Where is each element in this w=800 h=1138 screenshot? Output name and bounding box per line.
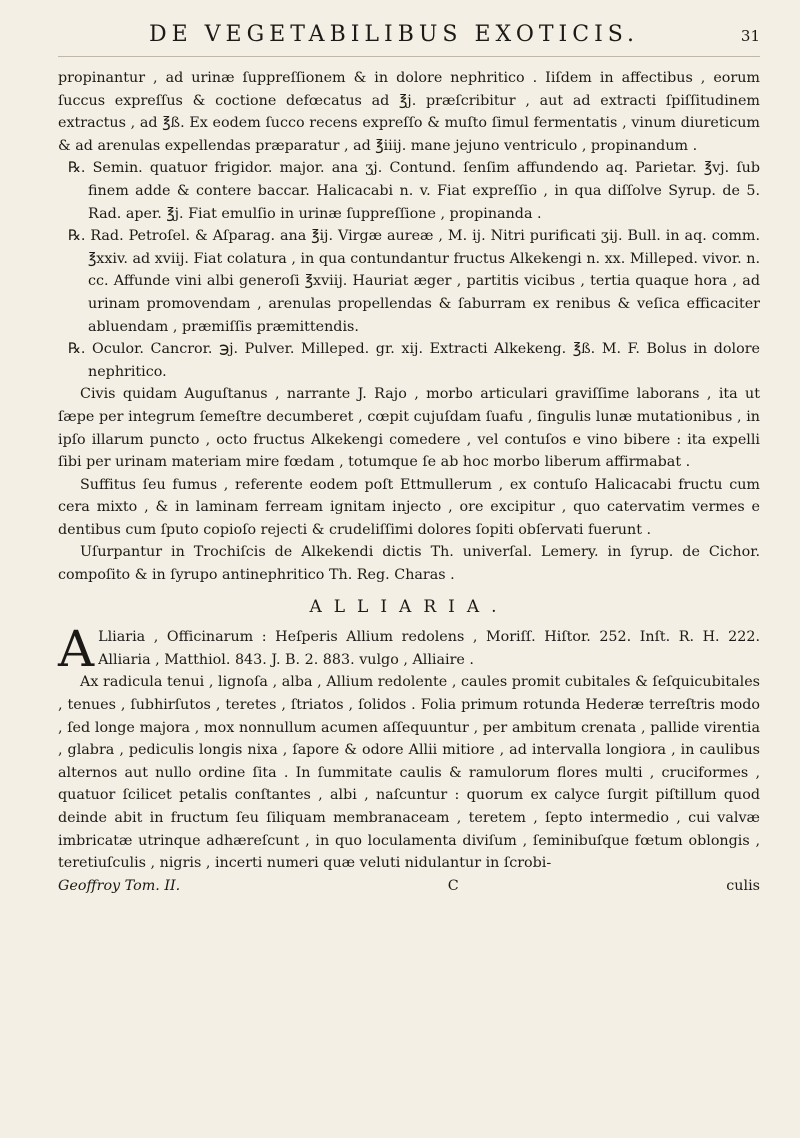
paragraph: Civis quidam Auguſtanus , narrante J. Rajo , morbo articulari graviſſime laborans , ita ut ſæpe per integrum ſemeſtre decumberet , cœpit cujuſdam ſuafu , ſingulis lunæ mutationibus , in ipſo illarum puncto , octo fructus Alkekengi comedere , vel contuſos e vino bibere : ita expelli ſibi per urinam materiam mire fœdam , totumque ſe ab hoc morbo liberum affirmabat . (58, 386, 760, 471)
signature: Geoffroy Tom. II. (58, 877, 181, 894)
paragraph: Suffitus ſeu fumus , referente eodem poſt Ettmullerum , ex contuſo Halicacabi fructu cum cera mixto , & in laminam ferream ignitam injecto , ore excipitur , quo catervatim vermes e dentibus cum ſputo copioſo rejecti & crudeliſſimi dolores ſopiti obſervati fuerunt . (58, 476, 760, 538)
section-intro-text: Lliaria , Officinarum : Heſperis Allium redolens , Moriſſ. Hiſtor. 252. Inſt. R. H. 222. Alliaria , Matthiol. 843. J. B. 2. 883. vulgo , Alliaire . (98, 629, 760, 668)
paragraph: Uſurpantur in Trochiſcis de Alkekendi dictis Th. univerſal. Lemery. in ſyrup. de Cichor. compoſito & in ſyrupo antinephritico Th. Reg. Charas . (58, 544, 760, 584)
running-head (58, 22, 760, 57)
body-text (58, 67, 760, 897)
recipe-paragraph: ℞. Rad. Petroſel. & Aſparag. ana ℥ij. Virgæ aureæ , M. ij. Nitri purificati ʒij. Bull. in aq. comm. ℥xxiv. ad xviij. Fiat colatura , in qua contundantur fructus Alkekengi n. xx. Milleped. vivor. n. cc. Affunde vini albi generoſi ℥xviij. Hauriat æger , partitis vicibus , tertia quaque hora , ad urinam promovendam , arenulas propellendas & ſaburram ex renibus & veſica efficaciter abluendam , præmiſſis præmittendis. (68, 228, 760, 335)
paragraph: propinantur , ad urinæ ſuppreſſionem & in dolore nephritico . Iiſdem in affectibus , eorum ſuccus expreſſus & coctione defœcatus ad ℥j. præſcribitur , aut ad extracti ſpiſſitudinem extractus , ad ℥ß. Ex eodem ſucco recens expreſſo & muſto ſimul fermentatis , vinum diureticum & ad arenulas expellendas præparatur , ad ℥iiij. mane jejuno ventriculo , propinandum . (58, 70, 760, 154)
drop-cap: A (58, 620, 95, 679)
paragraph: Ax radicula tenui , lignoſa , alba , Allium redolente , caules promit cubitales & ſeſquicubitales , tenues , ſubhirſutos , teretes , ſtriatos , ſolidos . Folia primum rotunda Hederæ terreſtris modo , ſed longe majora , mox nonnullum acumen aſſequuntur , per ambitum crenata , pallide virentia , glabra , pediculis longis nixa , ſapore & odore Allii mitiore , ad intervalla longiora , in caulibus alternos aut nullo ordine ſita . In ſummitate caulis & ramulorum flores multi , cruciformes , quatuor ſcilicet petalis conſtantes , albi , naſcuntur : quorum ex calyce ſurgit piſtillum quod deinde abit in fructum ſeu ſiliquam membranaceam , teretem , ſepto intermedio , cui valvæ imbricatæ utrinque adhæreſcunt , in quo loculamenta diviſum , ſeminibuſque fœtum oblongis , teretiuſculis , nigris , incerti numeri quæ veluti nidulantur in ſcrobi- (58, 674, 760, 872)
page-number: 31 (740, 27, 760, 45)
section-heading: ALLIARIA. (309, 596, 509, 617)
catchword: culis (726, 877, 760, 894)
recipe-paragraph: ℞. Semin. quatuor frigidor. major. ana ʒj. Contund. ſenſim affundendo aq. Parietar. ℥vj. ſub finem adde & contere baccar. Halicacabi n. v. Fiat expreſſio , in qua diſſolve Syrup. de 5. Rad. aper. ℥j. Fiat emulſio in urinæ ſuppreſſione , propinanda . (68, 160, 760, 222)
page-footer (58, 875, 760, 898)
signature-letter: C (447, 877, 459, 894)
recipe-paragraph: ℞. Oculor. Cancror. ℈j. Pulver. Milleped. gr. xij. Extracti Alkekeng. ℥ß. M. F. Bolus in dolore nephritico. (68, 341, 760, 380)
running-title: DE VEGETABILIBUS EXOTICIS. (148, 22, 640, 47)
section-intro-paragraph (58, 620, 760, 679)
